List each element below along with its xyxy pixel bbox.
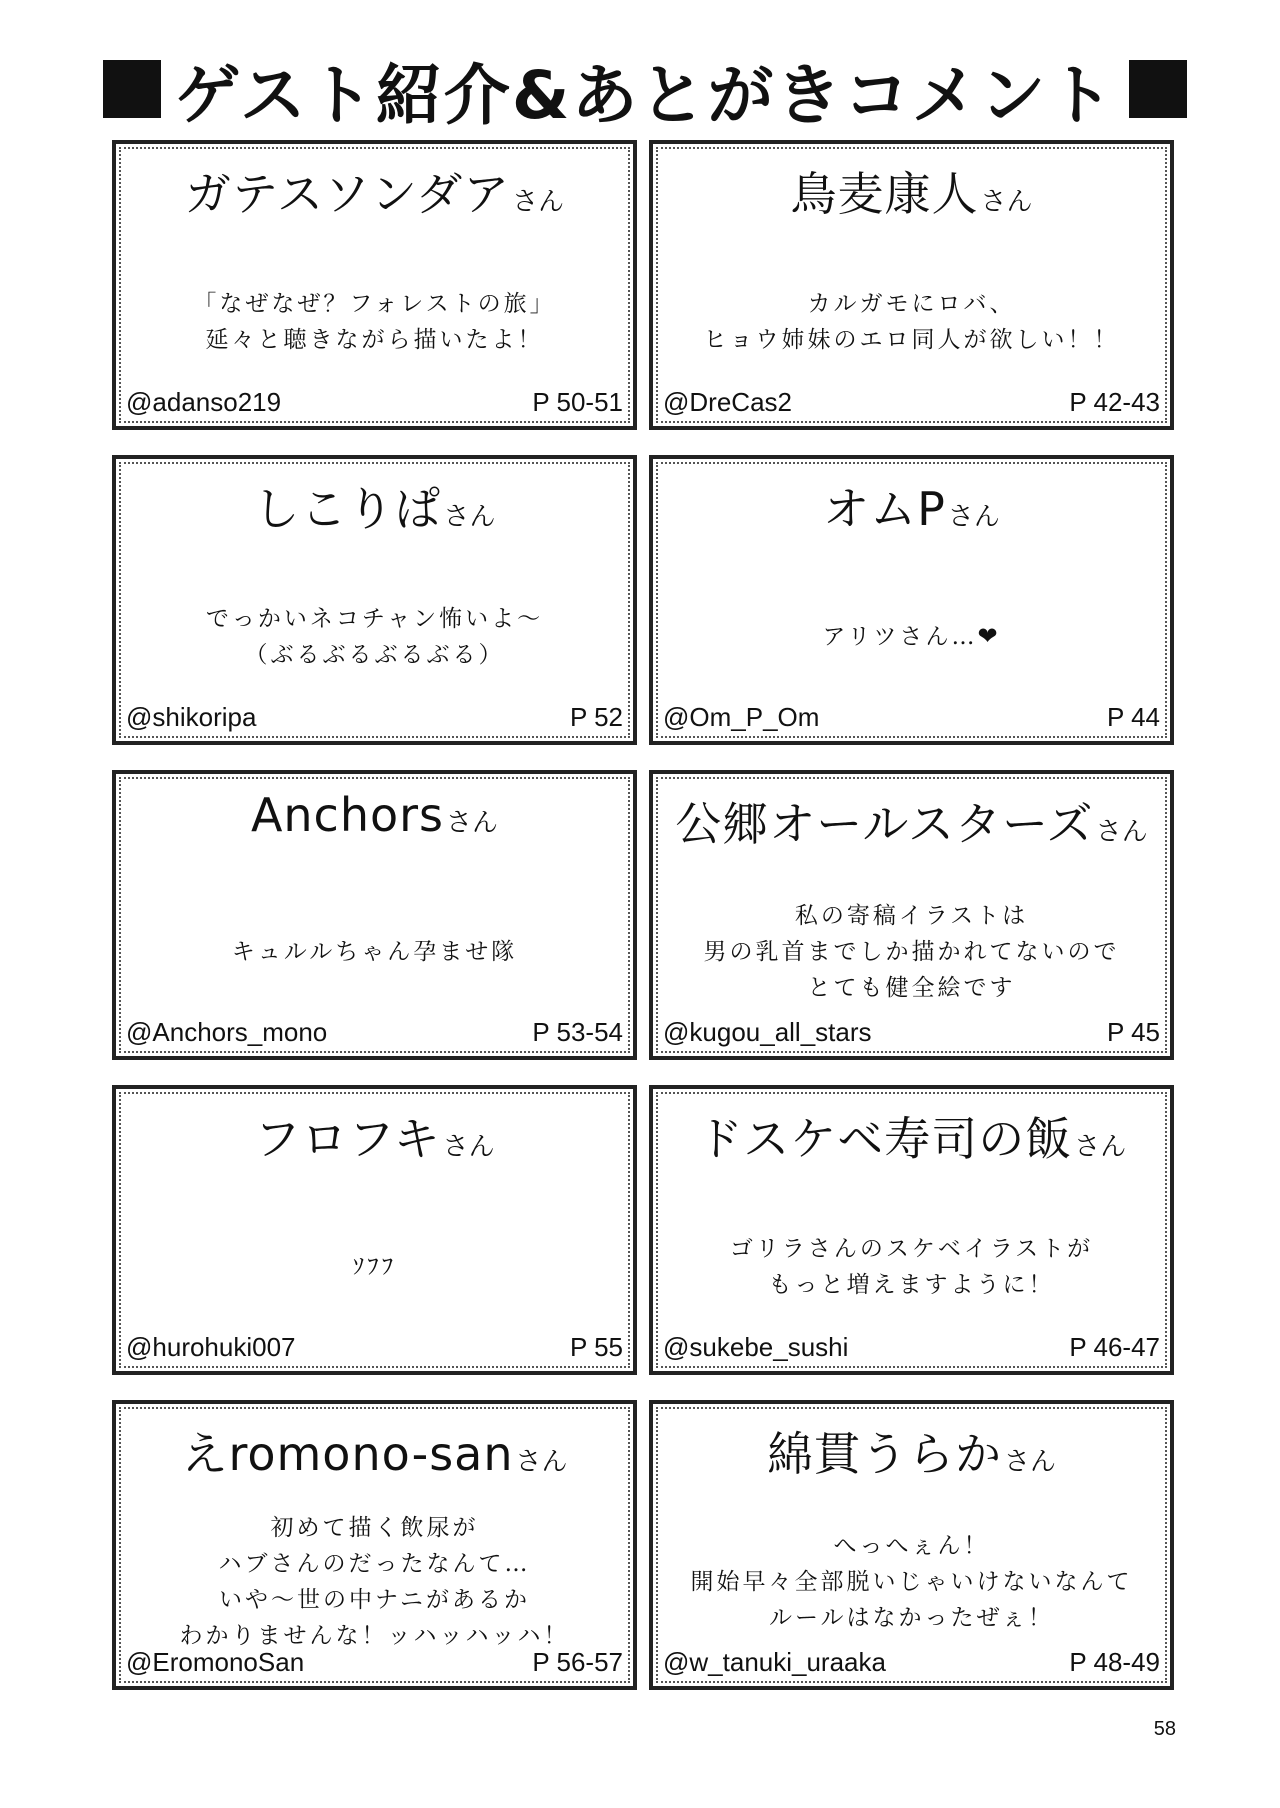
guest-handle: @DreCas2 <box>663 387 792 417</box>
guest-pages: P 53-54 <box>532 1017 623 1047</box>
guest-name <box>116 473 633 539</box>
guest-card <box>649 140 1174 430</box>
guest-card <box>649 1085 1174 1375</box>
page-header <box>120 44 1170 134</box>
guest-handle: @w_tanuki_uraaka <box>663 1647 886 1677</box>
guest-card <box>649 455 1174 745</box>
guest-name <box>116 788 633 842</box>
guest-name <box>653 473 1170 539</box>
guest-card-grid <box>112 140 1174 1690</box>
honorific: さん <box>442 1132 495 1162</box>
comment-line: ゴリラさんのスケベイラストが <box>729 1235 1094 1262</box>
card-footer <box>663 1647 1160 1678</box>
comment-line: カルガモにロバ、 <box>807 290 1016 317</box>
honorific: さん <box>512 187 565 217</box>
guest-name-text: ドスケベ寿司の飯 <box>696 1112 1073 1166</box>
guest-pages: P 45 <box>1106 1017 1160 1047</box>
guest-pages: P 56-57 <box>532 1647 623 1677</box>
page-title: ゲスト紹介&あとがきコメント <box>174 56 1116 134</box>
guest-handle: @Anchors_mono <box>126 1017 328 1047</box>
guest-handle: @shikoripa <box>126 702 257 732</box>
guest-pages: P 52 <box>569 702 623 732</box>
honorific: さん <box>1074 1132 1127 1162</box>
guest-pages: P 44 <box>1106 702 1160 732</box>
guest-comment <box>128 1199 621 1334</box>
honorific: さん <box>1003 1447 1056 1477</box>
guest-name-text: Anchors <box>250 788 445 842</box>
guest-card <box>112 1400 637 1690</box>
card-footer <box>663 1017 1160 1048</box>
guest-pages: P 42-43 <box>1069 387 1160 417</box>
honorific: さん <box>443 502 496 532</box>
card-footer <box>663 387 1160 418</box>
comment-line: 「なぜなぜ？フォレストの旅」 <box>193 290 556 317</box>
guest-handle: @EromonoSan <box>126 1647 305 1677</box>
guest-name <box>116 1418 633 1484</box>
card-footer <box>663 702 1160 733</box>
comment-line: 開始早々全部脱いじゃいけないなんて <box>690 1568 1133 1595</box>
guest-pages: P 46-47 <box>1069 1332 1160 1362</box>
card-footer <box>126 702 623 733</box>
comment-line: 私の寄稿イラストは <box>794 902 1029 929</box>
guest-name-text: 鳥麦康人 <box>790 167 979 221</box>
comment-line: 初めて描く飲尿が <box>270 1514 479 1541</box>
comment-line: でっかいネコチャン怖いよ～ <box>205 605 544 632</box>
page-number: 58 <box>1153 1718 1176 1740</box>
guest-pages: P 50-51 <box>532 387 623 417</box>
honorific: さん <box>446 808 499 838</box>
guest-card <box>112 140 637 430</box>
comment-line: ハブさんのだったなんて… <box>218 1550 531 1577</box>
honorific: さん <box>947 502 1000 532</box>
guest-handle: @hurohuki007 <box>126 1332 296 1362</box>
guest-name-text: 公郷オールスターズ <box>675 797 1094 851</box>
comment-line: へっへぇん！ <box>833 1532 990 1559</box>
guest-card <box>112 455 637 745</box>
comment-line: ヒョウ姉妹のエロ同人が欲しい！！ <box>703 326 1120 353</box>
card-footer <box>663 1332 1160 1363</box>
guest-comment <box>128 254 621 389</box>
guest-name-text: しこりぱ <box>253 482 442 536</box>
guest-pages: P 48-49 <box>1069 1647 1160 1677</box>
comment-line: いや～世の中ナニがあるか <box>218 1586 531 1613</box>
guest-name-text: 綿貫うらか <box>766 1427 1002 1481</box>
black-square-icon <box>103 60 161 118</box>
guest-handle: @kugou_all_stars <box>663 1017 872 1047</box>
honorific: さん <box>515 1447 568 1477</box>
comment-line: ルールはなかったぜぇ！ <box>768 1604 1055 1631</box>
guest-comment <box>128 884 621 1019</box>
guest-name <box>653 1418 1170 1484</box>
guest-pages: P 55 <box>569 1332 623 1362</box>
guest-name-text: オムP <box>823 482 946 536</box>
guest-name <box>653 788 1170 854</box>
comment-line: 延々と聴きながら描いたよ！ <box>205 326 544 353</box>
guest-card <box>649 1400 1174 1690</box>
comment-line: （ぶるぶるぶるぶる） <box>244 641 505 668</box>
card-footer <box>126 387 623 418</box>
heart-icon: ❤ <box>977 622 1001 650</box>
comment-line <box>822 618 1000 655</box>
comment-text: アリツさん… <box>822 624 978 650</box>
card-footer <box>126 1332 623 1363</box>
black-square-icon <box>1129 60 1187 118</box>
guest-comment <box>665 569 1158 704</box>
guest-comment <box>665 1514 1158 1649</box>
guest-comment <box>128 569 621 704</box>
guest-handle: @Om_P_Om <box>663 702 820 732</box>
comment-line: キュルルちゃん孕ませ隊 <box>231 938 518 965</box>
guest-card <box>112 770 637 1060</box>
card-footer <box>126 1647 623 1678</box>
guest-comment <box>665 884 1158 1019</box>
guest-handle: @adanso219 <box>126 387 282 417</box>
comment-line: わかりませんな！ッハッハッハ！ <box>179 1622 570 1649</box>
honorific: さん <box>1095 817 1148 847</box>
guest-name <box>653 1103 1170 1169</box>
comment-line: もっと増えますように！ <box>768 1271 1055 1298</box>
guest-name-text: えromono-san <box>181 1427 514 1481</box>
honorific: さん <box>980 187 1033 217</box>
comment-line: とても健全絵です <box>807 974 1016 1001</box>
card-footer <box>126 1017 623 1048</box>
guest-name-text: ガテスソンダア <box>184 167 511 221</box>
guest-comment <box>128 1514 621 1649</box>
guest-handle: @sukebe_sushi <box>663 1332 849 1362</box>
guest-card <box>112 1085 637 1375</box>
guest-card <box>649 770 1174 1060</box>
guest-name-text: フロフキ <box>254 1112 441 1166</box>
guest-name <box>653 158 1170 224</box>
guest-comment <box>665 254 1158 389</box>
comment-line: 男の乳首までしか描かれてないので <box>703 938 1120 965</box>
guest-name <box>116 1103 633 1169</box>
comment-line: ｿﾌﾌ <box>352 1253 397 1280</box>
guest-name <box>116 158 633 224</box>
guest-comment <box>665 1199 1158 1334</box>
